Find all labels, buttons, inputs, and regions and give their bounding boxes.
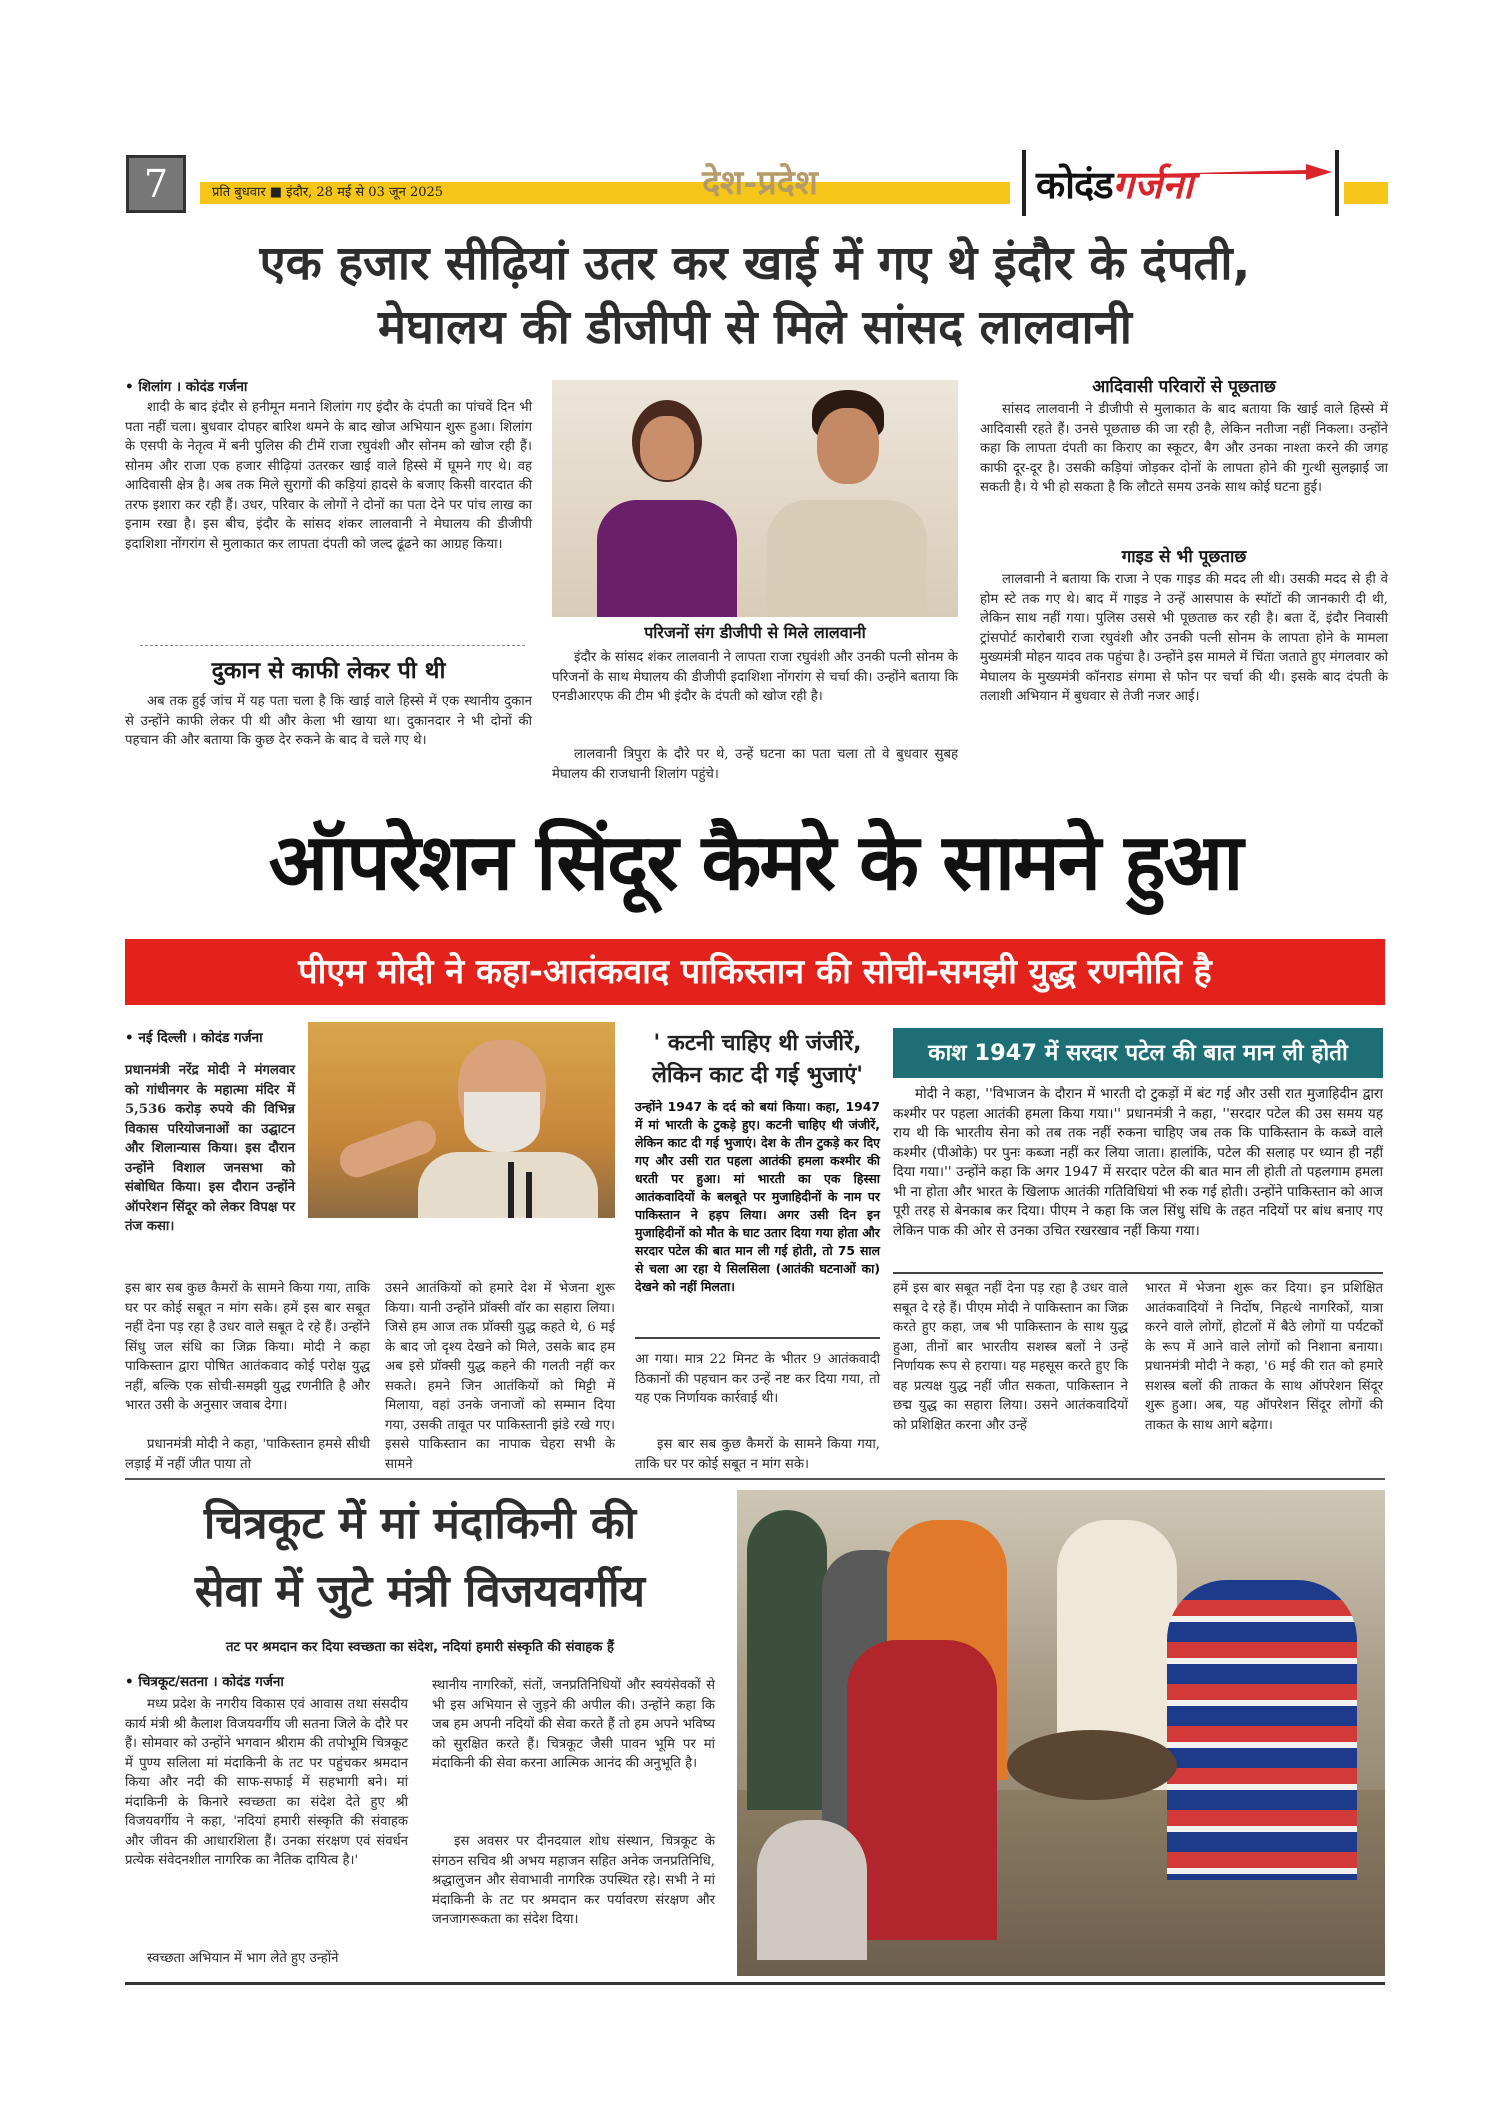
brand-name-left: कोदंड (1036, 163, 1113, 207)
story2-col1-body2: प्रधानमंत्री मोदी ने कहा, 'पाकिस्तान हमसे सीधी लड़ाई में नहीं जीत पाया तो (125, 1437, 370, 1472)
story3-col2-body2: इस अवसर पर दीनदयाल शोध संस्थान, चित्रकूट के संगठन सचिव श्री अभय महाजन सहित अनेक जनप्रतिनिधि, श्रद्धालुजन और सेवाभावी नागरिक उपस्थित रहे। सभी ने मां मंदाकिनी के तट पर श्रमदान कर पर्यावरण संरक्षण और जनजागरूकता का संदेश दिया। (432, 1834, 715, 1927)
story2-box-title-bar (893, 1028, 1383, 1078)
story2-col1-body: इस बार सब कुछ कैमरों के सामने किया गया, ताकि घर पर कोई सबूत न मांग सके। हमें इस बार सबूत नहीं देना पड़ रहा है उधर वाले सबूत दे रहे हैं। उन्होंने सिंधु जल संधि का जिक्र किया। मोदी ने कहा पाकिस्तान द्वारा पोषित आतंकवाद कोई परोक्ष युद्ध नहीं, बल्कि एक सोची-समझी युद्ध रणनीति है और भारत उसी के अनुसार जवाब देगा। (125, 1281, 370, 1413)
brand-name-right: गर्जना (1112, 163, 1194, 207)
header-yellow-bar-right (1344, 182, 1388, 204)
story2-quote-divider (635, 1337, 880, 1339)
story1-col1-divider (140, 645, 525, 646)
story3-col1-body: मध्य प्रदेश के नगरीय विकास एवं आवास तथा संसदीय कार्य मंत्री श्री कैलाश विजयवर्गीय जी सतना जिले के दौरे पर हैं। सोमवार को उन्होंने भगवान श्रीराम की तपोभूमि चित्रकूट में पुण्य सलिला मां मंदाकिनी के तट पर पहुंचकर श्रमदान किया और नदी की साफ-सफाई में सहभागी बने। मां मंदाकिनी के किनारे स्वच्छता का संदेश देते हुए श्री विजयवर्गीय ने कहा, 'नदियां हमारी संस्कृति की संवाहक और जीवन की आधारशिला हैं। उनका संरक्षण एवं संवर्धन प्रत्येक संवेदनशील नागरिक का नैतिक दायित्व है।' (125, 1697, 408, 1868)
story2-box-title: काश 1947 में सरदार पटेल की बात मान ली होती (928, 1040, 1348, 1066)
story1-dateline: • शिलांग । कोदंड गर्जना (125, 379, 248, 395)
story2-col3-body2: इस बार सब कुछ कैमरों के सामने किया गया, ताकि घर पर कोई सबूत न मांग सके। (635, 1437, 880, 1472)
page-number-box (126, 155, 186, 213)
story1-mid-body2: लालवानी त्रिपुरा के दौरे पर थे, उन्हें घटना का पता चला तो वे बुधवार सुबह मेघालय की राजधानी शिलांग पहुंचे। (552, 747, 958, 782)
story2-col2-body: उसने आतंकियों को हमारे देश में भेजना शुरू किया। यानी उन्होंने प्रॉक्सी वॉर का सहारा लिया। जिसे हम आज तक प्रॉक्सी युद्ध कहते थे, 6 मई के बाद जो दृश्य देखने को मिले, उसके बाद हम अब इसे प्रॉक्सी युद्ध कहने की गलती नहीं कर सकते। हमने जिन आतंकियों को मिट्टी में मिलाया, वहां उनके जनाजों को सम्मान दिया गया, उसकी तावूत पर पाकिस्तानी झंडे रखे गए। इससे पाकिस्तान का नापाक चेहरा सभी के सामने (385, 1281, 615, 1472)
story2-headline: ऑपरेशन सिंदूर कैमरे के सामने हुआ (268, 818, 1242, 908)
story1-photo-caption: परिजनों संग डीजीपी से मिले लालवानी (644, 623, 866, 642)
story3-col2-body: स्थानीय नागरिकों, संतों, जनप्रतिनिधियों और स्वयंसेवकों से भी इस अभियान से जुड़ने की अपील की। उन्होंने कहा कि जब हम अपनी नदियों की सेवा करते हैं तो हम अपने भविष्य को सुरक्षित करते हैं। चित्रकूट जैसी पावन भूमि पर मां मंदाकिनी की सेवा करना आत्मिक आनंद की अनुभूति है। (432, 1678, 715, 1771)
story2-photo-modi (308, 1022, 615, 1218)
story2-dateline: • नई दिल्ली । कोदंड गर्जना (125, 1030, 263, 1046)
arrow-icon (1156, 160, 1332, 182)
story1-sub3-body: लालवानी ने बताया कि राजा ने एक गाइड की मदद ली थी। उसकी मदद से ही वे होम स्टे तक गए थे। बाद में गाइड ने उन्हें आसपास के स्पॉटों की जानकारी दी थी, लेकिन साथ नहीं गया। पुलिस उससे भी पूछताछ कर रही है। बता दें, इंदौर निवासी ट्रांसपोर्ट कारोबारी राजा रघुवंशी और उनकी पत्नी सोनम के लापता होने के मामला मुख्यमंत्री मोहन यादव तक पहुंचा है। उन्होंने इस मामले में चिंता जताते हुए मंगलवार को मेघालय के मुख्यमंत्री कॉनराड संगमा से फोन पर चर्चा की थी। इसके बाद दंपती के तलाशी अभियान में बुधवार से तेजी नजर आई। (980, 572, 1388, 704)
story2-quote-body: उन्होंने 1947 के दर्द को बयां किया। कहा, 1947 में मां भारती के टुकड़े हुए। कटनी चाहिए थी जंजीरें, लेकिन काट दी गई भुजाएं। देश के तीन टुकड़े कर दिए गए और उसी रात पहला आतंकी हमला कश्मीर की धरती पर हुआ। मां भारती का एक हिस्सा आतंकवादियों के बलबूते पर मुजाहिदीनों के नाम पर पाकिस्तान ने हड़प लिया। अगर उसी दिन इन मुजाहिदीनों को मौत के घाट उतार दिया गया होता और सरदार पटेल की बात मान ली गई होती, तो 75 साल से चला आ रहा ये सिलसिला (आतंकी घटनाओं का) देखने को नहीं मिलता। (635, 1099, 880, 1294)
story2-box-body: मोदी ने कहा, ''विभाजन के दौरान में भारती दो टुकड़ों में बंट गई और उसी रात मुजाहिदीन द्वारा कश्मीर पर पहला आतंकी हमला किया गया।'' प्रधानमंत्री ने कहा, ''सरदार पटेल की उस समय यह राय थी कि भारतीय सेना को तब तक नहीं रुकना चाहिए जब तक कि पाकिस्तान के कब्जे वाले कश्मीर (पीओके) पर पुनः कब्जा नहीं कर लिया जाता। हालांकि, पटेल की सलाह पर ध्यान ही नहीं दिया गया।'' उन्होंने कहा कि अगर 1947 में सरदार पटेल की बात मान ली होती तो पहलगाम हमला भी ना होता और भारत के खिलाफ आतंकी गतिविधियां भी रुक गई होती। उन्होंने पाकिस्तान को आज पूरी तरह से बेनकाब कर दिया। पीएम ने कहा कि जल सिंधु संधि के तहत नदियों पर बांध बनाए गए लेकिन पाक की ओर से उनका उचित रखरखाव नहीं किया गया। (893, 1086, 1383, 1239)
story1-subhead-guide: गाइड से भी पूछताछ (1121, 547, 1247, 567)
story2-col4-body: हमें इस बार सबूत नहीं देना पड़ रहा है उधर वाले सबूत दे रहे हैं। पीएम मोदी ने पाकिस्तान का जिक्र करते हुए कहा, जब भी पाकिस्तान के साथ युद्ध हुआ, तीनों बार भारतीय सशस्त्र बलों ने उन्हें निर्णायक रूप से हराया। यह महसूस करते हुए कि वह प्रत्यक्ष युद्ध नहीं जीत सकता, पाकिस्तान ने छद्म युद्ध का सहारा लिया। उसने आतंकवादियों को प्रशिक्षित करना और उन्हें (893, 1281, 1128, 1433)
story2-col5-body: भारत में भेजना शुरू कर दिया। इन प्रशिक्षित आतंकवादियों ने निर्दोष, निहत्थे नागरिकों, यात्रा करने वाले लोगों, होटलों में बैठे लोगों या पर्यटकों के रूप में आने वाले लोगों को निशाना बनाया। प्रधानमंत्री मोदी ने कहा, '6 मई की रात को हमारे सशस्त्र बलों की ताकत के साथ ऑपरेशन सिंदूर शुरू हुआ। अब, यह ऑपरेशन सिंदूर लोगों की ताकत के साथ आगे बढ़ेगा। (1145, 1281, 1383, 1433)
person-woman (592, 400, 742, 617)
story1-headline-line2: मेघालय की डीजीपी से मिले सांसद लालवानी (378, 300, 1132, 355)
story1-photo-couple (552, 380, 958, 617)
story3-headline-line1: चित्रकूट में मां मंदाकिनी की (203, 1498, 637, 1549)
story3-deck: तट पर श्रमदान कर दिया स्वच्छता का संदेश, नदियां हमारी संस्कृति की संवाहक हैं (226, 1640, 614, 1655)
masthead-divider-left (1022, 150, 1026, 216)
person-man (767, 390, 927, 617)
story3-col1-body2: स्वच्छता अभियान में भाग लेते हुए उन्होंने (147, 1951, 339, 1966)
story1-headline-line1: एक हजार सीढ़ियां उतर कर खाई में गए थे इंदौर के दंपती, (259, 236, 1251, 291)
page-number: 7 (143, 162, 169, 206)
story2-quote-title-line1: ' कटनी चाहिए थी जंजीरें, (653, 1031, 862, 1056)
story1-headline (125, 232, 1385, 360)
story2-box-divider (893, 1272, 1383, 1274)
section-title: देश-प्रदेश (702, 163, 818, 203)
masthead-logo (1036, 158, 1332, 214)
story1-sub1-body: अब तक हुई जांच में यह पता चला है कि खाई वाले हिस्से में एक स्थानीय दुकान से उन्होंने काफी लेकर पी थी और केला भी खाया था। दुकानदार ने भी दोनों की पहचान की और बताया कि कुछ देर रुकने के बाद वे चले गए थे। (125, 694, 532, 748)
masthead-divider-right (1335, 150, 1339, 216)
story2-lead-body: प्रधानमंत्री नरेंद्र मोदी ने मंगलवार को गांधीनगर के महात्मा मंदिर में 5,536 करोड़ रुपये की विभिन्न विकास परियोजनाओं का उद्घाटन और शिलान्यास किया। इस दौरान उन्होंने विशाल जनसभा को संबोधित किया। इस दौरान उन्होंने ऑपरेशन सिंदूर को लेकर विपक्ष पर तंज कसा। (125, 1063, 295, 1234)
story2-col3-body: आ गया। मात्र 22 मिनट के भीतर 9 आतंकवादी ठिकानों की पहचान कर उन्हें नष्ट कर दिया गया, तो यह एक निर्णायक कार्रवाई थी। (635, 1352, 880, 1406)
story1-subhead-shop: दुकान से काफी लेकर पी थी (211, 658, 446, 684)
story2-quote-title (635, 1028, 880, 1092)
story2-quote-title-line2: लेकिन काट दी गई भुजाएं' (652, 1063, 863, 1088)
page-bottom-rule (125, 1982, 1385, 1985)
story2-subhead: पीएम मोदी ने कहा-आतंकवाद पाकिस्तान की सोची-समझी युद्ध रणनीति है (298, 952, 1212, 992)
story1-subhead-tribal: आदिवासी परिवारों से पूछताछ (1092, 377, 1276, 397)
story3-dateline: • चित्रकूट/सतना । कोदंड गर्जना (125, 1674, 284, 1690)
story3-photo-river (737, 1490, 1385, 1976)
story2-bottom-rule (125, 1478, 1385, 1480)
story1-col1-body: शादी के बाद इंदौर से हनीमून मनाने शिलांग गए इंदौर के दंपती का पांचवें दिन भी पता नहीं चला। बुधवार दोपहर बारिश थमने के बाद खोज अभियान शुरू हुआ। शिलांग के एसपी के नेतृत्व में बनी पुलिस की टीमें राजा रघुवंशी और सोनम को खोज रही हैं। सोनम और राजा एक हजार सीढ़ियां उतरकर खाई वाले हिस्से में घूमने गए थे। वह आदिवासी क्षेत्र है। अब तक मिले सुरागों की कड़ियां हादसे के बजाए किसी वारदात की तरफ इशारा कर रही हैं। उधर, परिवार के लोगों ने दोनों का पता देने पर पांच लाख का इनाम रखा है। इस बीच, इंदौर के सांसद शंकर लालवानी ने मेघालय की डीजीपी इदाशिशा नोंगरांग से मुलाकात कर लापता दंपती को जल्द ढूंढने का आग्रह किया। (125, 400, 532, 552)
story2-subhead-banner (125, 939, 1385, 1005)
story3-headline-line2: सेवा में जुटे मंत्री विजयवर्गीय (194, 1566, 646, 1617)
story3-headline (125, 1490, 715, 1626)
story1-sub2-body: सांसद लालवानी ने डीजीपी से मुलाकात के बाद बताया कि खाई वाले हिस्से में आदिवासी रहते हैं। उनसे पूछताछ की जा रही है, लेकिन नतीजा नहीं निकला। उन्होंने कहा कि लापता दंपती का किराए का स्कूटर, बैग और उनका नाश्ता करने की जगह काफी दूर-दूर है। उसकी कड़ियां जोड़कर दोनों के लापता होने की गुत्थी सुलझाई जा सकती है। ये भी हो सकता है कि लौटते समय उनके साथ कोई घटना हुई। (980, 402, 1388, 495)
story1-mid-body1: इंदौर के सांसद शंकर लालवानी ने लापता राजा रघुवंशी और उनकी पत्नी सोनम के परिजनों के साथ मेघालय की डीजीपी इदाशिशा नोंगरांग से चर्चा की। उन्होंने बताया कि एनडीआरएफ की टीम भी इंदौर के दंपती को खोज रही है। (552, 650, 958, 704)
date-line: प्रति बुधवार ■ इंदौर, 28 मई से 03 जून 2025 (212, 185, 444, 200)
